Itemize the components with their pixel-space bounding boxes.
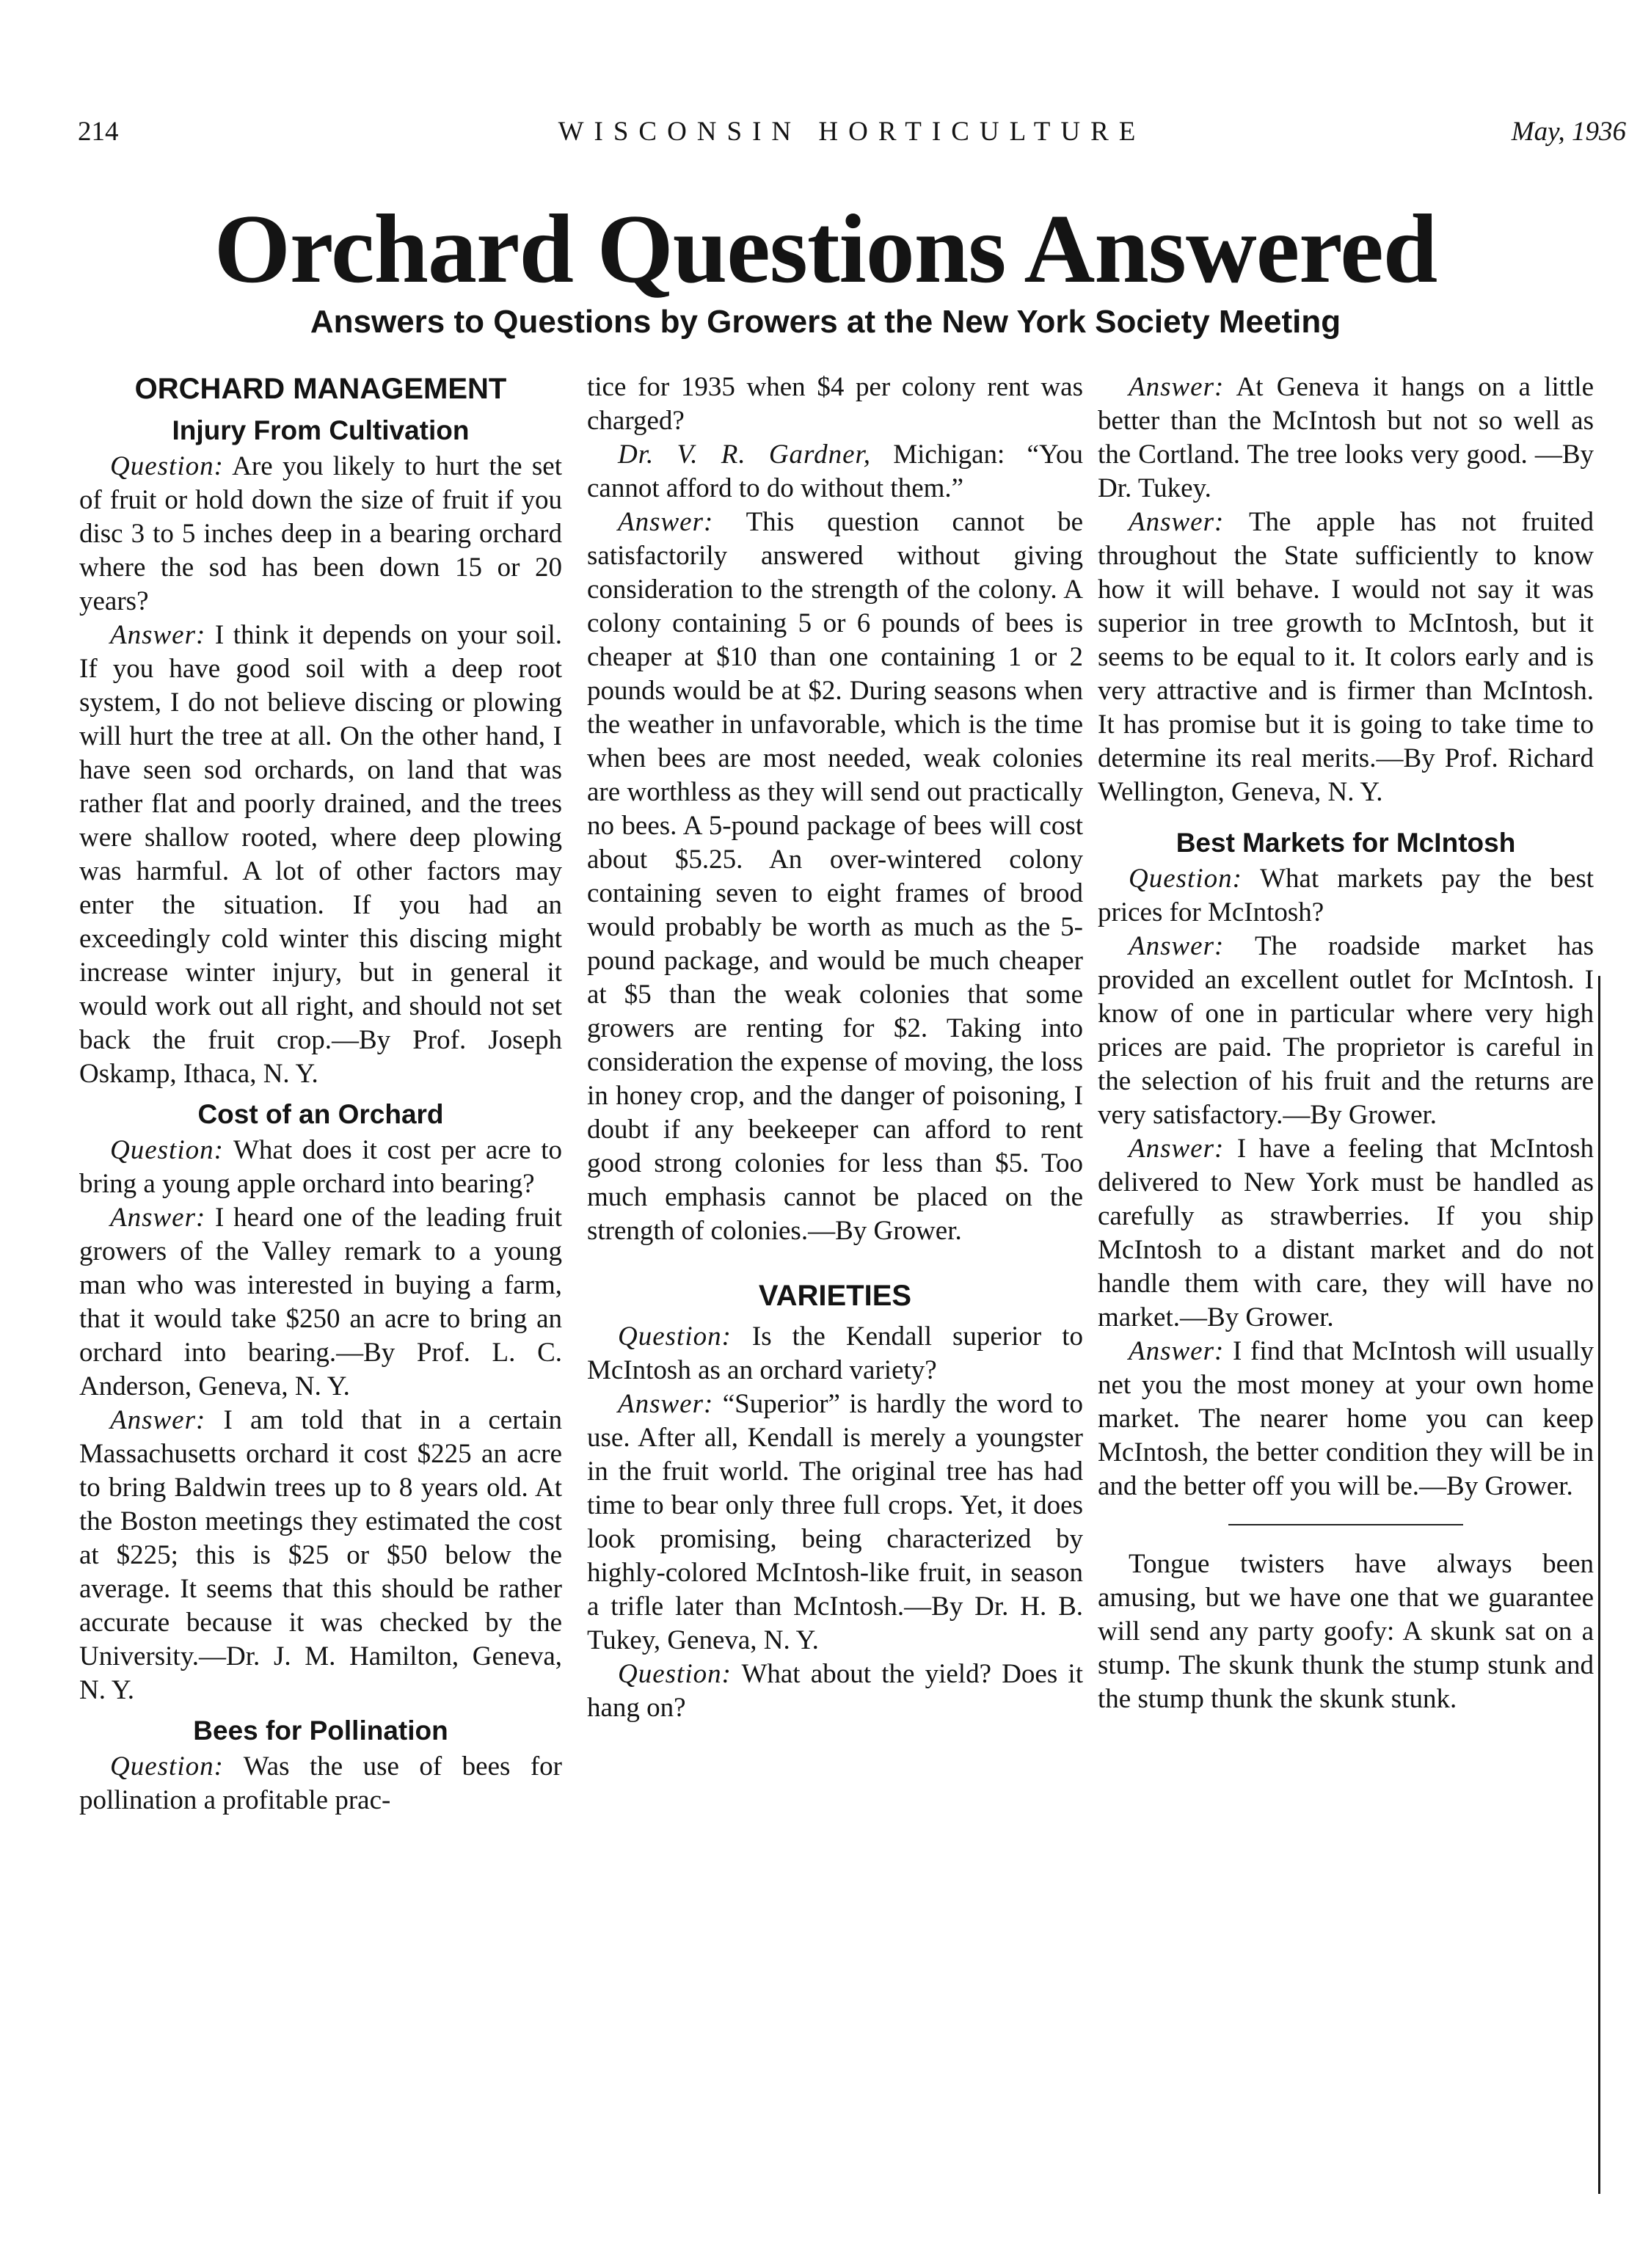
quote-paragraph [587, 438, 1083, 506]
answer-label: Answer: [110, 620, 206, 651]
question-label: Question: [618, 1659, 732, 1689]
subheading-best-markets-for-mcintosh: Best Markets for McIntosh [1176, 828, 1516, 858]
question-label: Question: [110, 1135, 224, 1166]
question-label: Question: [110, 451, 224, 482]
question-text: What markets pay the best prices for McIntosh? [1098, 864, 1594, 928]
question-label: Question: [1129, 864, 1242, 894]
question-paragraph [587, 1658, 1083, 1725]
question-paragraph [79, 450, 562, 619]
answer-text: I heard one of the leading fruit growers of the Valley remark to a young man who was interested in buying a farm, that it would take $250 an acre to bring an orchard into bearing.—By Prof. L. C. Anderson, Geneva, N. Y. [79, 1203, 562, 1402]
section-heading-orchard-management: ORCHARD MANAGEMENT [134, 373, 507, 405]
column-2 [587, 371, 1083, 2220]
answer-text: I think it depends on your soil. If you have good soil with a deep root system, I do not believe discing or plowing will hurt the tree at all. On the other hand, I have seen sod orchards, on land that was rather flat and poorly drained, and the trees were shallow rooted, where deep plowing was harmful. A lot of other factors may enter the situation. If you had an exceedingly cold winter this discing might increase winter injury, but in general it would work out all right, and should not set back the fruit crop.—By Prof. Joseph Oskamp, Ithaca, N. Y. [79, 620, 562, 1090]
answer-label: Answer: [618, 1389, 714, 1419]
answer-text: This question cannot be satisfactorily answered without giving consideration to the strength of the colony. A colony containing 5 or 6 pounds of bees is cheaper at $10 than one containing 1 or 2 pounds would be at $2. During seasons when the weather in unfavorable, which is the time when bees are most needed, weak colonies are worthless as they will send out practically no bees. A 5-pound package of bees will cost about $5.25. An over-wintered colony containing seven to eight frames of brood would probably be worth as much as the 5-pound package, and would be much cheaper at $5 than the weak colonies that some growers are renting for $2. Taking into consideration the expense of moving, the loss in honey crop, and the danger of poisoning, I doubt if any beekeeper can afford to rent good strong colonies for less than $5. Too much emphasis cannot be placed on the strength of colonies.—By Grower. [587, 507, 1083, 1246]
answer-paragraph [1098, 371, 1594, 506]
page-edge-line [1598, 976, 1600, 2194]
answer-text: I have a feeling that McIntosh delivered to New York must be handled as carefully as strawberries. If you ship McIntosh to a distant market and do not handle them with care, they will have no market.—By Grower. [1098, 1134, 1594, 1333]
quote-speaker: Dr. V. R. Gardner, [618, 440, 872, 470]
question-paragraph [1098, 862, 1594, 930]
question-text: What about the yield? Does it hang on? [587, 1659, 1083, 1723]
journal-name: WISCONSIN HORTICULTURE [558, 117, 1146, 147]
quote-text: Michigan: “You cannot afford to do without them.” [587, 440, 1083, 503]
article-subtitle: Answers to Questions by Growers at the New York Society Meeting [310, 304, 1341, 340]
answer-label: Answer: [110, 1203, 206, 1233]
column-1 [79, 371, 562, 2220]
column-3 [1098, 371, 1594, 2220]
section-heading-varieties: VARIETIES [758, 1280, 912, 1312]
answer-label: Answer: [1129, 1134, 1225, 1164]
answer-paragraph [587, 506, 1083, 1248]
question-paragraph [587, 1320, 1083, 1388]
article-title: Orchard Questions Answered [214, 194, 1437, 303]
question-paragraph [79, 1134, 562, 1201]
subheading-injury-from-cultivation: Injury From Cultivation [172, 415, 470, 445]
answer-text: I find that McIntosh will usually net you the most money at your own home market. The nearer home you can keep McIntosh, the better condition they will be in and the better off you will be.—By Grower. [1098, 1336, 1594, 1502]
page-number: 214 [78, 117, 119, 147]
question-text: What does it cost per acre to bring a young apple orchard into bearing? [79, 1135, 562, 1200]
answer-paragraph [79, 619, 562, 1091]
subheading-cost-of-an-orchard: Cost of an Orchard [197, 1099, 444, 1130]
answer-paragraph [79, 1404, 562, 1707]
answer-paragraph [1098, 930, 1594, 1132]
question-text: Is the Kendall superior to McIntosh as an orchard variety? [587, 1321, 1083, 1385]
answer-text: At Geneva it hangs on a little better than the McIntosh but not so well as the Cortland. The tree looks very good. —By Dr. Tukey. [1098, 372, 1594, 503]
question-text: Was the use of bees for pollination a profitable prac- [79, 1751, 562, 1816]
question-label: Question: [618, 1321, 732, 1352]
answer-text: I am told that in a certain Massachusetts orchard it cost $225 an acre to bring Baldwin trees up to 8 years old. At the Boston meetings they estimated the cost at $225; this is $25 or $50 below the average. It seems that this should be rather accurate because it was checked by the University.—Dr. J. M. Hamilton, Geneva, N. Y. [79, 1405, 562, 1706]
answer-label: Answer: [1129, 507, 1225, 537]
answer-text: “Superior” is hardly the word to use. After all, Kendall is merely a youngster in the fruit world. The original tree has had time to bear only three full crops. Yet, it does look promising, being characterized by highly-colored McIntosh-like fruit, in season a trifle later than McIntosh.—By Dr. H. B. Tukey, Geneva, N. Y. [587, 1389, 1083, 1655]
answer-paragraph [1098, 506, 1594, 809]
question-label: Question: [110, 1751, 224, 1782]
filler-paragraph: Tongue twisters have always been amusing, but we have one that we guarantee will send any party goofy: A skunk sat on a stump. The skunk thunk the stump stunk and the stump thunk the skunk stunk. [1098, 1549, 1594, 1715]
answer-label: Answer: [110, 1405, 206, 1436]
question-paragraph [79, 1750, 562, 1817]
continued-paragraph: tice for 1935 when $4 per colony rent was charged? [587, 372, 1083, 436]
answer-label: Answer: [1129, 372, 1225, 402]
answer-label: Answer: [1129, 931, 1225, 962]
answer-label: Answer: [618, 507, 714, 537]
question-text: Are you likely to hurt the set of fruit or hold down the size of fruit if you disc 3 to 5 inches deep in a bearing orchard where the sod has been down 15 or 20 years? [79, 451, 562, 617]
answer-label: Answer: [1129, 1336, 1225, 1367]
answer-text: The roadside market has provided an excellent outlet for McIntosh. I know of one in particular where very high prices are paid. The proprietor is careful in the selection of his fruit and the returns are very satisfactory.—By Grower. [1098, 931, 1594, 1131]
page-header [78, 116, 1626, 160]
section-divider [1228, 1524, 1463, 1525]
subheading-bees-for-pollination: Bees for Pollination [193, 1715, 448, 1746]
issue-date: May, 1936 [1511, 117, 1626, 147]
answer-text: The apple has not fruited throughout the State sufficiently to know how it will behave. I would not say it was superior in tree growth to McIntosh, but it seems to be equal to it. It colors early and is very attractive and is firmer than McIntosh. It has promise but it is going to take time to determine its real merits.—By Prof. Richard Wellington, Geneva, N. Y. [1098, 507, 1594, 807]
answer-paragraph [79, 1201, 562, 1404]
answer-paragraph [587, 1388, 1083, 1658]
answer-paragraph [1098, 1132, 1594, 1335]
answer-paragraph [1098, 1335, 1594, 1503]
